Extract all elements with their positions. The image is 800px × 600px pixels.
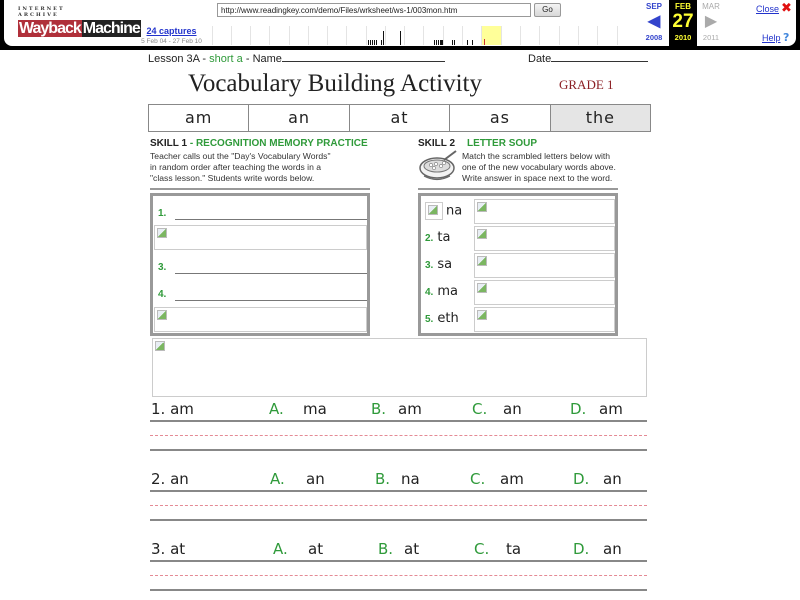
divider xyxy=(150,188,370,190)
option-label: D. xyxy=(573,470,590,488)
option-label: B. xyxy=(371,400,387,418)
next-capture-nav xyxy=(697,0,725,46)
writing-midline xyxy=(150,575,647,576)
logo-machine-text: Machine xyxy=(82,20,140,37)
next-year: 2011 xyxy=(702,33,720,42)
prev-year: 2008 xyxy=(645,33,663,42)
letter-soup-box xyxy=(418,193,618,336)
skill1-subtitle: RECOGNITION MEMORY PRACTICE xyxy=(195,138,368,149)
lesson-header xyxy=(148,52,445,65)
answer-image-box[interactable] xyxy=(474,226,615,251)
broken-image-icon xyxy=(477,229,487,239)
soup-bowl-icon xyxy=(418,150,460,184)
writing-line xyxy=(150,519,647,521)
writing-line xyxy=(150,589,647,591)
answer-image-box[interactable] xyxy=(474,280,615,305)
grade-label: GRADE 1 xyxy=(559,77,614,92)
next-arrow-icon: ▶ xyxy=(704,13,718,30)
help-link[interactable]: Help xyxy=(762,33,781,43)
question-word: 1. am xyxy=(151,400,194,418)
instruction-line: Match the scrambled letters below with xyxy=(462,151,611,161)
option-label: D. xyxy=(570,400,587,418)
item-number: 1. xyxy=(158,208,167,219)
option-label: D. xyxy=(573,540,590,558)
prev-month: SEP xyxy=(645,2,662,11)
skill1-sep: - xyxy=(187,138,196,149)
item-number: 2. xyxy=(425,233,434,244)
answer-image-box[interactable] xyxy=(474,253,615,278)
broken-image-icon xyxy=(477,256,487,266)
skill1-instructions xyxy=(150,151,331,184)
broken-image-icon xyxy=(428,205,438,215)
question-word: 3. at xyxy=(151,540,186,558)
vocabulary-words-table xyxy=(148,104,651,132)
instruction-line: Teacher calls out the "Day's Vocabulary Words" xyxy=(150,151,331,161)
answer-line[interactable] xyxy=(175,273,367,274)
scrambled-word: eth xyxy=(437,311,459,326)
item-number: 4. xyxy=(425,287,434,298)
option-label: B. xyxy=(375,470,391,488)
writing-line xyxy=(150,449,647,451)
option-a: at xyxy=(308,540,324,558)
skill2-heading xyxy=(418,138,537,149)
item-number: 3. xyxy=(425,260,434,271)
writing-line xyxy=(150,560,647,562)
instruction-line: in random order after teaching the words in a xyxy=(150,162,322,172)
option-d: an xyxy=(603,470,622,488)
page-title: Vocabulary Building Activity xyxy=(188,70,482,97)
option-label: B. xyxy=(378,540,394,558)
url-input[interactable] xyxy=(217,3,531,17)
close-link[interactable]: Close xyxy=(756,4,780,14)
vocab-word: as xyxy=(450,105,550,131)
timeline-current-capture xyxy=(484,39,485,45)
current-capture-date xyxy=(669,0,697,46)
help-icon[interactable]: ? xyxy=(783,31,790,44)
wayback-logo[interactable] xyxy=(18,6,140,37)
broken-image-icon xyxy=(157,228,167,238)
previous-capture-nav[interactable] xyxy=(640,0,668,46)
wayback-toolbar xyxy=(0,0,800,50)
capture-timeline[interactable] xyxy=(209,22,634,45)
option-label: A. xyxy=(273,540,288,558)
name-label: - Name xyxy=(242,53,282,65)
broken-image xyxy=(154,307,367,332)
vocab-word: the xyxy=(551,105,650,131)
option-label: C. xyxy=(470,470,486,488)
skill1-label: SKILL 1 xyxy=(150,138,188,149)
answer-image-box[interactable] xyxy=(474,307,615,332)
answer-line[interactable] xyxy=(175,219,367,220)
instruction-line: Write answer in space next to the word. xyxy=(462,173,613,183)
broken-image-icon xyxy=(155,341,165,351)
broken-image-icon xyxy=(477,283,487,293)
lesson-topic: short a xyxy=(209,53,243,65)
broken-image-icon xyxy=(477,310,487,320)
logo-internet-archive-text: INTERNET ARCHIVE xyxy=(18,6,65,18)
soup-item xyxy=(425,257,452,272)
option-c: ta xyxy=(506,540,522,558)
option-b: at xyxy=(404,540,420,558)
broken-image xyxy=(152,338,647,397)
option-label: A. xyxy=(269,400,284,418)
current-month: FEB xyxy=(675,2,691,11)
lesson-label: Lesson 3A - xyxy=(148,53,210,65)
writing-line xyxy=(150,490,647,492)
item-number: 4. xyxy=(158,289,167,300)
divider xyxy=(418,188,618,190)
current-day: 27 xyxy=(672,11,694,32)
item-number: 3. xyxy=(158,262,167,273)
scrambled-word: ta xyxy=(437,230,451,245)
option-d: am xyxy=(599,400,623,418)
option-a: an xyxy=(306,470,325,488)
writing-line xyxy=(150,420,647,422)
broken-image xyxy=(154,225,367,250)
broken-image-icon xyxy=(477,202,487,212)
soup-item xyxy=(425,202,462,220)
soup-item xyxy=(425,284,458,299)
option-label: C. xyxy=(472,400,488,418)
option-c: an xyxy=(503,400,522,418)
vocab-word: am xyxy=(149,105,249,131)
instruction-line: "class lesson." Students write words below. xyxy=(150,173,315,183)
option-d: an xyxy=(603,540,622,558)
scrambled-word: na xyxy=(446,203,463,219)
skill2-subtitle: LETTER SOUP xyxy=(467,138,538,149)
question-word: 2. an xyxy=(151,470,189,488)
name-blank xyxy=(282,52,445,62)
option-label: A. xyxy=(270,470,285,488)
captures-link[interactable]: 24 captures xyxy=(146,26,197,36)
option-b: na xyxy=(401,470,420,488)
option-c: am xyxy=(500,470,524,488)
go-button[interactable]: Go xyxy=(534,3,561,17)
scrambled-word: ma xyxy=(437,284,458,299)
option-b: am xyxy=(398,400,422,418)
close-icon[interactable]: ✖ xyxy=(781,1,792,16)
scrambled-word: sa xyxy=(437,257,453,272)
broken-image-icon xyxy=(157,310,167,320)
date-field xyxy=(528,52,648,65)
prev-arrow-icon[interactable]: ◀ xyxy=(647,13,661,30)
logo-wayback-text: Wayback xyxy=(19,20,81,37)
skill1-heading xyxy=(150,138,368,149)
instruction-line: one of the new vocabulary words above. xyxy=(462,162,616,172)
soup-item xyxy=(425,230,450,245)
soup-item xyxy=(425,311,459,326)
item-number: 5. xyxy=(425,314,434,325)
vocab-word: an xyxy=(249,105,349,131)
broken-image xyxy=(425,202,443,220)
captures-range: 5 Feb 04 - 27 Feb 10 xyxy=(141,38,202,45)
skill2-instructions xyxy=(462,151,616,184)
vocab-word: at xyxy=(350,105,450,131)
date-label: Date xyxy=(528,53,552,65)
answer-image-box[interactable] xyxy=(474,199,615,224)
writing-midline xyxy=(150,505,647,506)
option-a: ma xyxy=(303,400,327,418)
current-year: 2010 xyxy=(674,33,692,42)
skill1-answer-box xyxy=(150,193,370,336)
answer-line[interactable] xyxy=(175,300,367,301)
next-month: MAR xyxy=(702,2,720,11)
date-blank xyxy=(551,52,648,62)
skill2-label: SKILL 2 xyxy=(418,138,456,149)
option-label: C. xyxy=(474,540,490,558)
writing-midline xyxy=(150,435,647,436)
